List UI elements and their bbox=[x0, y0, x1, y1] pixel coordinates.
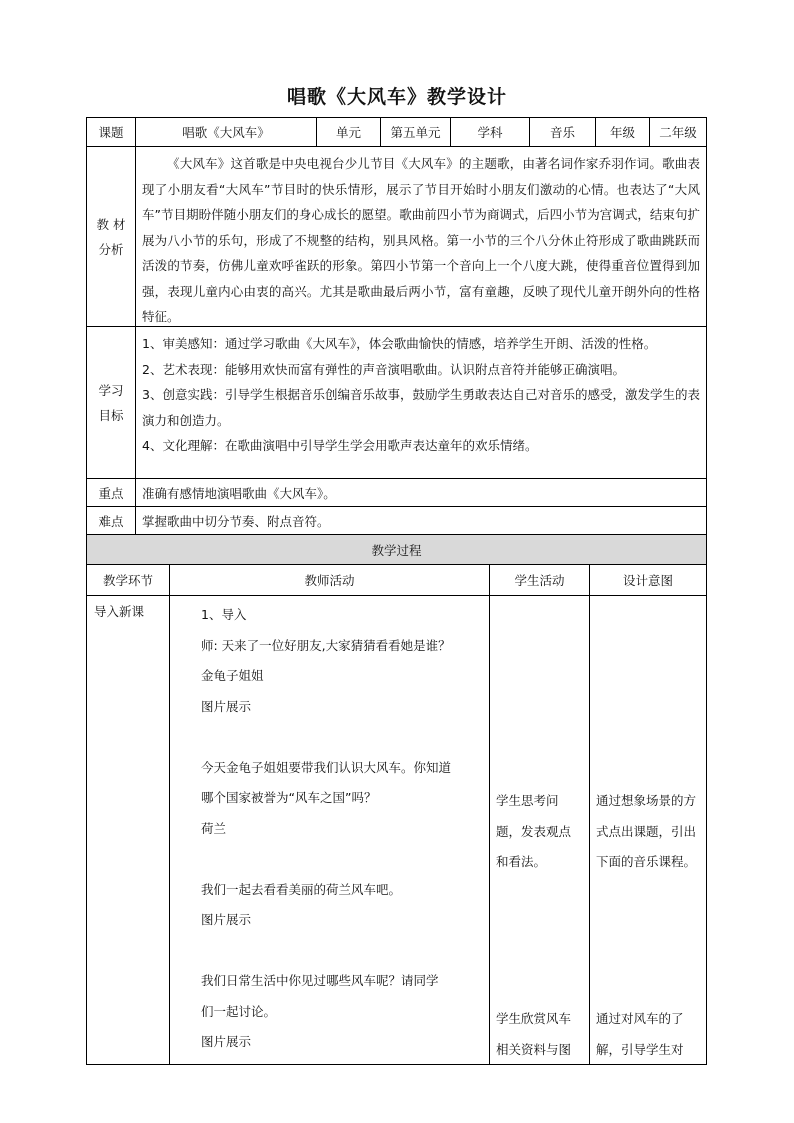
goal-item: 1、审美感知：通过学习歌曲《大风车》，体会歌曲愉快的情感，培养学生开朗、活泼的性格。 bbox=[142, 336, 657, 351]
analysis-content bbox=[135, 146, 707, 327]
subject-value: 音乐 bbox=[529, 117, 596, 147]
unit-label: 单元 bbox=[316, 117, 381, 147]
design-intent-2: 通过对风车的了解，引导学生对 bbox=[596, 1011, 684, 1057]
difficulty-label: 难点 bbox=[86, 506, 136, 535]
teacher-line: 师: 天来了一位好朋友,大家猜猜看看她是谁？ bbox=[201, 637, 451, 653]
course-value: 唱歌《大风车》 bbox=[135, 117, 317, 147]
column-header-student: 学生活动 bbox=[489, 564, 590, 596]
teacher-line: 我们日常生活中你见过哪些风车呢？请同学 bbox=[201, 973, 439, 988]
stage-name: 导入新课 bbox=[94, 604, 145, 619]
goals-label-line1: 学习 bbox=[98, 382, 124, 398]
goal-item: 4、文化理解：在歌曲演唱中引导学生学会用歌声表达童年的欢乐情绪。 bbox=[142, 438, 538, 453]
teacher-line bbox=[201, 936, 481, 967]
student-activity bbox=[489, 595, 590, 1065]
teacher-line bbox=[201, 722, 481, 753]
column-header-stage: 教学环节 bbox=[86, 564, 170, 596]
key-point-text: 准确有感情地演唱歌曲《大风车》。 bbox=[135, 478, 707, 507]
teacher-line bbox=[201, 844, 481, 875]
teacher-activity bbox=[169, 595, 490, 1065]
goals-label bbox=[86, 326, 136, 479]
analysis-label-line1: 教 材 bbox=[96, 216, 126, 232]
teacher-line: 哪个国家被誉为“风车之国”吗？ bbox=[201, 790, 377, 805]
design-intent-1: 通过想象场景的方式点出课题，引出下面的音乐课程。 bbox=[596, 793, 697, 869]
teacher-line: 图片展示 bbox=[201, 1034, 252, 1049]
goals-content bbox=[135, 326, 707, 479]
design-intent bbox=[589, 595, 707, 1065]
goals-label-line2: 目标 bbox=[98, 407, 124, 423]
column-header-teacher: 教师活动 bbox=[169, 564, 490, 596]
teacher-line: 我们一起去看看美丽的荷兰风车吧。 bbox=[201, 881, 402, 897]
grade-label: 年级 bbox=[595, 117, 650, 147]
grade-value: 二年级 bbox=[649, 117, 707, 147]
analysis-text: 《大风车》这首歌是中央电视台少儿节目《大风车》的主题歌，由著名词作家乔羽作词。歌曲表现了小朋友看“大风车”节目时的快乐情形，展示了节目开始时小朋友们激动的心情。也表达了“大风车”节目期盼伴随小朋友们的身心成长的愿望。歌曲前四小节为商调式，后四小节为宫调式，结束句扩展为八小节的乐句，形成了不规整的结构，别具风格。第一小节的三个八分休止符形成了歌曲跳跃而活泼的节奏，仿佛儿童欢呼雀跃的形象。第四小节第一个音向上一个八度大跳，使得重音位置得到加强，表现儿童内心由衷的高兴。尤其是歌曲最后两小节，富有童趣，反映了现代儿童开朗外向的性格特征。 bbox=[142, 156, 700, 324]
course-label: 课题 bbox=[86, 117, 136, 147]
teacher-line: 荷兰 bbox=[201, 820, 227, 836]
stage-cell bbox=[86, 595, 170, 1065]
student-activity-1: 学生思考问题，发表观点和看法。 bbox=[496, 793, 572, 869]
teacher-line: 图片展示 bbox=[201, 698, 252, 714]
teacher-line: 今天金龟子姐姐要带我们认识大风车。你知道 bbox=[201, 759, 452, 775]
process-header: 教学过程 bbox=[86, 534, 707, 565]
teacher-line: 1、导入 bbox=[201, 607, 247, 622]
difficulty-text: 掌握歌曲中切分节奏、附点音符。 bbox=[135, 506, 707, 535]
teacher-line: 们一起讨论。 bbox=[201, 1003, 277, 1019]
analysis-label-line2: 分析 bbox=[98, 241, 124, 257]
analysis-label bbox=[86, 146, 136, 327]
teacher-line: 金龟子姐姐 bbox=[201, 668, 264, 683]
subject-label: 学科 bbox=[450, 117, 530, 147]
column-header-intent: 设计意图 bbox=[589, 564, 707, 596]
student-activity-2: 学生欣赏风车相关资料与图 bbox=[496, 1011, 572, 1057]
goal-item: 3、创意实践：引导学生根据音乐创编音乐故事，鼓励学生勇敢表达自己对音乐的感受，激发学生的表演力和创造力。 bbox=[142, 387, 700, 428]
teacher-line: 图片展示 bbox=[201, 912, 252, 927]
key-point-label: 重点 bbox=[86, 478, 136, 507]
unit-value: 第五单元 bbox=[380, 117, 451, 147]
goal-item: 2、艺术表现：能够用欢快而富有弹性的声音演唱歌曲。认识附点音符并能够正确演唱。 bbox=[142, 361, 625, 377]
document-title: 唱歌《大风车》教学设计 bbox=[286, 86, 507, 108]
